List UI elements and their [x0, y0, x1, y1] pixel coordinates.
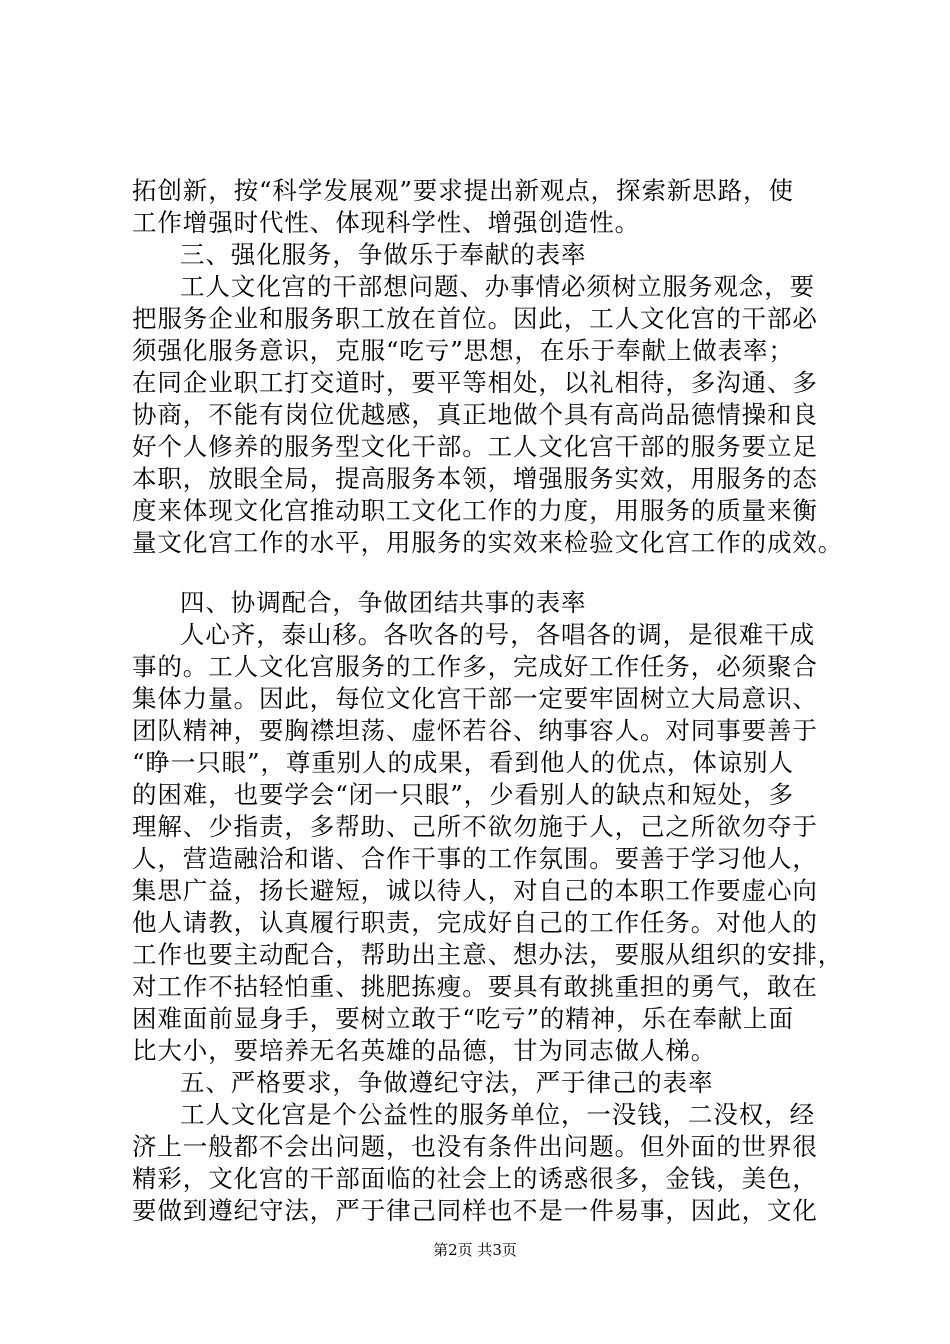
paragraph-line: 把服务企业和服务职工放在首位。因此，工人文化宫的干部必 [132, 304, 818, 333]
section-heading-4: 四、协调配合，争做团结共事的表率 [180, 588, 587, 617]
paragraph-line: 度来体现文化宫推动职工文化工作的力度，用服务的质量来衡 [132, 496, 818, 525]
paragraph-line: 集思广益，扬长避短，诚以待人，对自己的本职工作要虚心向 [132, 876, 818, 905]
paragraph-line: 事的。工人文化宫服务的工作多，完成好工作任务，必须聚合 [132, 652, 818, 681]
paragraph-line: 须强化服务意识，克服“吃亏”思想，在乐于奉献上做表率； [132, 336, 794, 365]
paragraph-line: 量文化宫工作的水平，用服务的实效来检验文化宫工作的成效。 [132, 528, 844, 557]
paragraph-line: 困难面前显身手，要树立敢于“吃亏”的精神，乐在奉献上面 [132, 1004, 794, 1033]
paragraph-line: 理解、少指责，多帮助、己所不欲勿施于人，己之所欲勿夺于 [132, 812, 818, 841]
paragraph-line: 的困难，也要学会“闭一只眼”，少看别人的缺点和短处，多 [132, 780, 794, 809]
paragraph-line: 团队精神，要胸襟坦荡、虚怀若谷、纳事容人。对同事要善于 [132, 716, 818, 745]
paragraph-line: 在同企业职工打交道时，要平等相处，以礼相待，多沟通、多 [132, 368, 818, 397]
paragraph-line: 工人文化宫是个公益性的服务单位，一没钱，二没权，经 [180, 1100, 815, 1129]
paragraph-line: 工作也要主动配合，帮助出主意、想办法，要服从组织的安排， [132, 940, 844, 969]
paragraph-line: 协商，不能有岗位优越感，真正地做个具有高尚品德情操和良 [132, 400, 818, 429]
section-heading-3: 三、强化服务，争做乐于奉献的表率 [180, 240, 587, 269]
paragraph-line: 比大小，要培养无名英雄的品德，甘为同志做人梯。 [132, 1036, 717, 1065]
paragraph-line: 本职，放眼全局，提高服务本领，增强服务实效，用服务的态 [132, 464, 818, 493]
paragraph-line: 要做到遵纪守法，严于律己同样也不是一件易事，因此，文化 [132, 1196, 818, 1225]
paragraph-line: 他人请教，认真履行职责，完成好自己的工作任务。对他人的 [132, 908, 818, 937]
paragraph-line: 人，营造融洽和谐、合作干事的工作氛围。要善于学习他人， [132, 844, 818, 873]
paragraph-line: 对工作不拈轻怕重、挑肥拣瘦。要具有敢挑重担的勇气，敢在 [132, 972, 818, 1001]
paragraph-line: “睁一只眼”，尊重别人的成果，看到他人的优点，体谅别人 [132, 748, 794, 777]
paragraph-line: 精彩，文化宫的干部面临的社会上的诱惑很多，金钱，美色， [132, 1164, 818, 1193]
paragraph-line: 好个人修养的服务型文化干部。工人文化宫干部的服务要立足 [132, 432, 818, 461]
paragraph-line: 工人文化宫的干部想问题、办事情必须树立服务观念，要 [180, 272, 815, 301]
paragraph-line: 拓创新，按“科学发展观”要求提出新观点，探索新思路，使 [132, 176, 794, 205]
section-heading-5: 五、严格要求，争做遵纪守法，严于律己的表率 [180, 1068, 714, 1097]
paragraph-line: 人心齐，泰山移。各吹各的号，各唱各的调，是很难干成 [180, 620, 815, 649]
paragraph-line: 工作增强时代性、体现科学性、增强创造性。 [132, 208, 640, 237]
paragraph-line: 济上一般都不会出问题，也没有条件出问题。但外面的世界很 [132, 1132, 818, 1161]
paragraph-line: 集体力量。因此，每位文化宫干部一定要牢固树立大局意识、 [132, 684, 818, 713]
page-number-footer: 第2页 共3页 [433, 1241, 517, 1259]
